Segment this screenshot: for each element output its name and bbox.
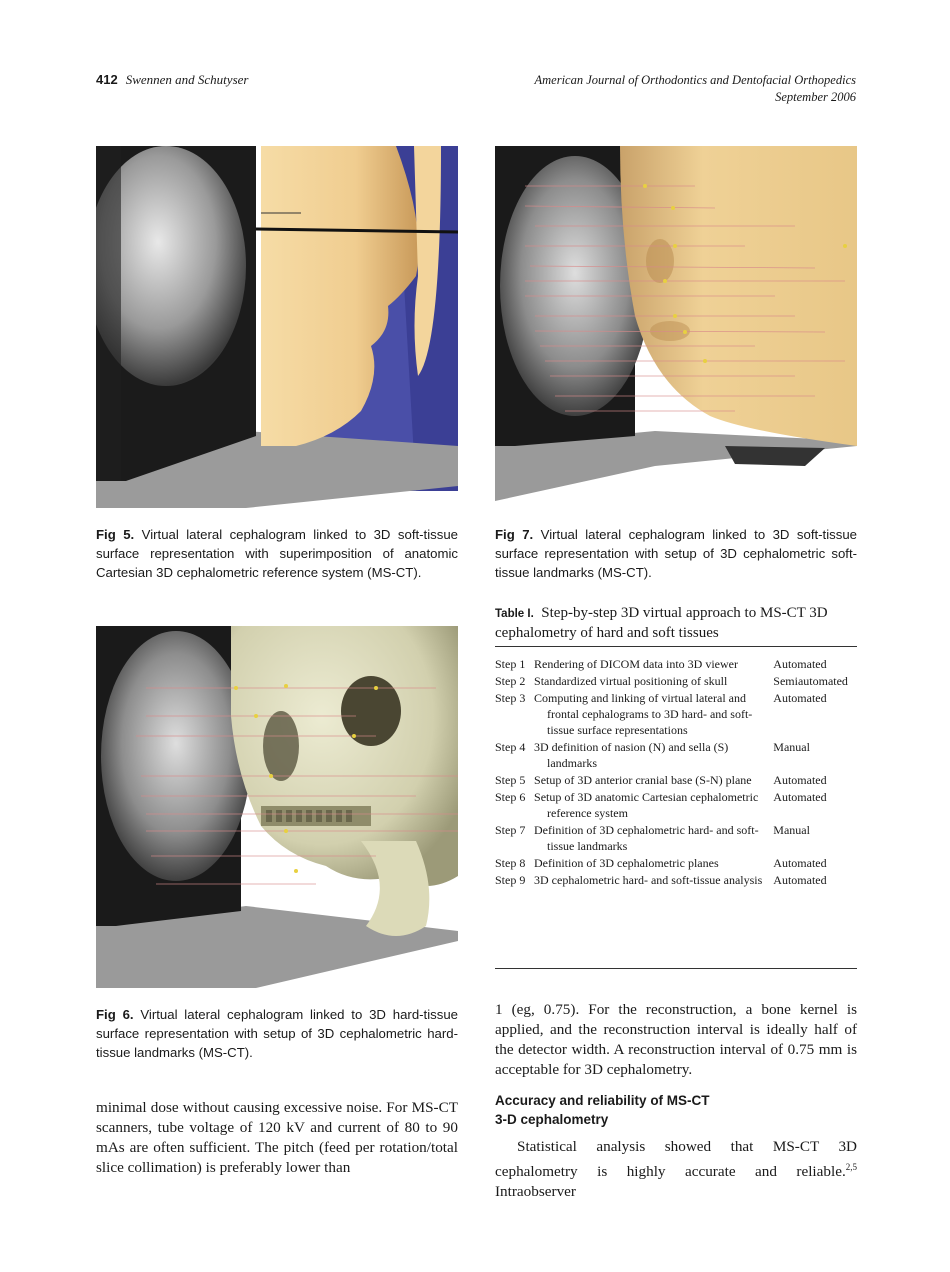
right-column-text bbox=[495, 1000, 857, 1080]
figure-6-caption-text: Virtual lateral cephalogram linked to 3D hard-tissue surface representation with setup of 3D cephalometric hard-tissue landmarks (MS-CT). bbox=[96, 1007, 458, 1060]
table-row bbox=[495, 673, 857, 690]
table-cell-mode: Automated bbox=[773, 873, 827, 887]
table-cell-description: Setup of 3D anatomic Cartesian cephalometric reference system bbox=[534, 790, 759, 820]
table-cell-step: Step 4 bbox=[495, 740, 526, 754]
figure-5-image bbox=[96, 146, 458, 508]
table-cell-step: Step 5 bbox=[495, 773, 526, 787]
journal-name: American Journal of Orthodontics and Dentofacial Orthopedics bbox=[534, 73, 856, 87]
figure-5-label: Fig 5. bbox=[96, 527, 135, 542]
table-row bbox=[495, 656, 857, 673]
table-row bbox=[495, 690, 857, 739]
table-top-rule bbox=[495, 646, 857, 647]
figure-7-caption bbox=[495, 525, 857, 582]
table-cell-step: Step 8 bbox=[495, 856, 526, 870]
table-cell-step: Step 3 bbox=[495, 691, 526, 705]
section-text bbox=[495, 1137, 857, 1202]
body-paragraph: minimal dose without causing excessive noise. For MS-CT scanners, tube voltage of 120 kV and current of 80 to 90 mAs are often sufficient. The pitch (feed per rotation/total slice collimation) is preferably lower than bbox=[96, 1099, 458, 1176]
table-cell-description: 3D definition of nasion (N) and sella (S) landmarks bbox=[534, 740, 729, 770]
table-cell-mode: Automated bbox=[773, 856, 827, 870]
table-cell-mode: Automated bbox=[773, 790, 827, 804]
table-row bbox=[495, 789, 857, 822]
figure-6-caption bbox=[96, 1005, 458, 1062]
section-paragraph-tail: Intraobserver bbox=[495, 1183, 576, 1201]
table-cell-description: Computing and linking of virtual lateral and frontal cephalograms to 3D hard- and soft-tissue surface representations bbox=[534, 691, 753, 737]
table-cell-mode: Semiautomated bbox=[773, 674, 848, 688]
citation-superscript: 2,5 bbox=[845, 1162, 857, 1172]
figure-5-caption-text: Virtual lateral cephalogram linked to 3D soft-tissue surface representation with superimposition of anatomic Cartesian 3D cephalometric reference system (MS-CT). bbox=[96, 527, 458, 580]
table-cell-mode: Automated bbox=[773, 657, 827, 671]
figure-7-label: Fig 7. bbox=[495, 527, 534, 542]
table-cell-step: Step 6 bbox=[495, 790, 526, 804]
section-heading bbox=[495, 1091, 857, 1129]
body-paragraph: 1 (eg, 0.75). For the reconstruction, a bone kernel is applied, and the reconstruction interval is ideally half of the detector width. A reconstruction interval of 0.75 mm is acceptable for 3D cephalometry. bbox=[495, 1001, 857, 1078]
table-bottom-rule bbox=[495, 968, 857, 969]
page-number: 412 bbox=[96, 72, 118, 87]
running-authors: Swennen and Schutyser bbox=[125, 72, 249, 87]
running-header-left bbox=[96, 72, 248, 88]
table-cell-description: Setup of 3D anterior cranial base (S-N) plane bbox=[534, 773, 752, 787]
table-title-text: Step-by-step 3D virtual approach to MS-CT 3D cephalometry of hard and soft tissues bbox=[495, 605, 828, 641]
table-label: Table I. bbox=[495, 608, 534, 620]
table-row bbox=[495, 855, 857, 872]
steps-table bbox=[495, 656, 857, 889]
table-row bbox=[495, 739, 857, 772]
figure-5-caption bbox=[96, 525, 458, 582]
table-cell-step: Step 9 bbox=[495, 873, 526, 887]
running-header-right bbox=[535, 72, 857, 106]
issue-date: September 2006 bbox=[775, 90, 856, 104]
table-row bbox=[495, 772, 857, 789]
figure-7-caption-text: Virtual lateral cephalogram linked to 3D soft-tissue surface representation with setup of 3D cephalometric soft-tissue landmarks (MS-CT). bbox=[495, 527, 857, 580]
table-row bbox=[495, 872, 857, 889]
figure-7-image bbox=[495, 146, 857, 508]
table-cell-description: Standardized virtual positioning of skull bbox=[534, 674, 728, 688]
table-cell-description: Definition of 3D cephalometric hard- and soft-tissue landmarks bbox=[534, 823, 759, 853]
section-heading-line-2: 3-D cephalometry bbox=[495, 1112, 609, 1127]
table-cell-step: Step 2 bbox=[495, 674, 526, 688]
table-cell-mode: Automated bbox=[773, 773, 827, 787]
table-title bbox=[495, 604, 857, 643]
left-column-text bbox=[96, 1098, 458, 1178]
table-cell-description: Rendering of DICOM data into 3D viewer bbox=[534, 657, 738, 671]
table-cell-description: Definition of 3D cephalometric planes bbox=[534, 856, 719, 870]
table-cell-mode: Automated bbox=[773, 691, 827, 705]
figure-6-image bbox=[96, 626, 458, 988]
figure-6-label: Fig 6. bbox=[96, 1007, 134, 1022]
table-cell-mode: Manual bbox=[773, 823, 810, 837]
body-paragraph bbox=[495, 1137, 857, 1202]
table-cell-mode: Manual bbox=[773, 740, 810, 754]
section-paragraph-text: Statistical analysis showed that MS-CT 3D cephalometry is highly accurate and reliable. bbox=[495, 1138, 857, 1181]
table-cell-step: Step 7 bbox=[495, 823, 526, 837]
section-heading-line-1: Accuracy and reliability of MS-CT bbox=[495, 1093, 710, 1108]
table-cell-description: 3D cephalometric hard- and soft-tissue analysis bbox=[534, 873, 763, 887]
table-cell-step: Step 1 bbox=[495, 657, 526, 671]
table-row bbox=[495, 822, 857, 855]
